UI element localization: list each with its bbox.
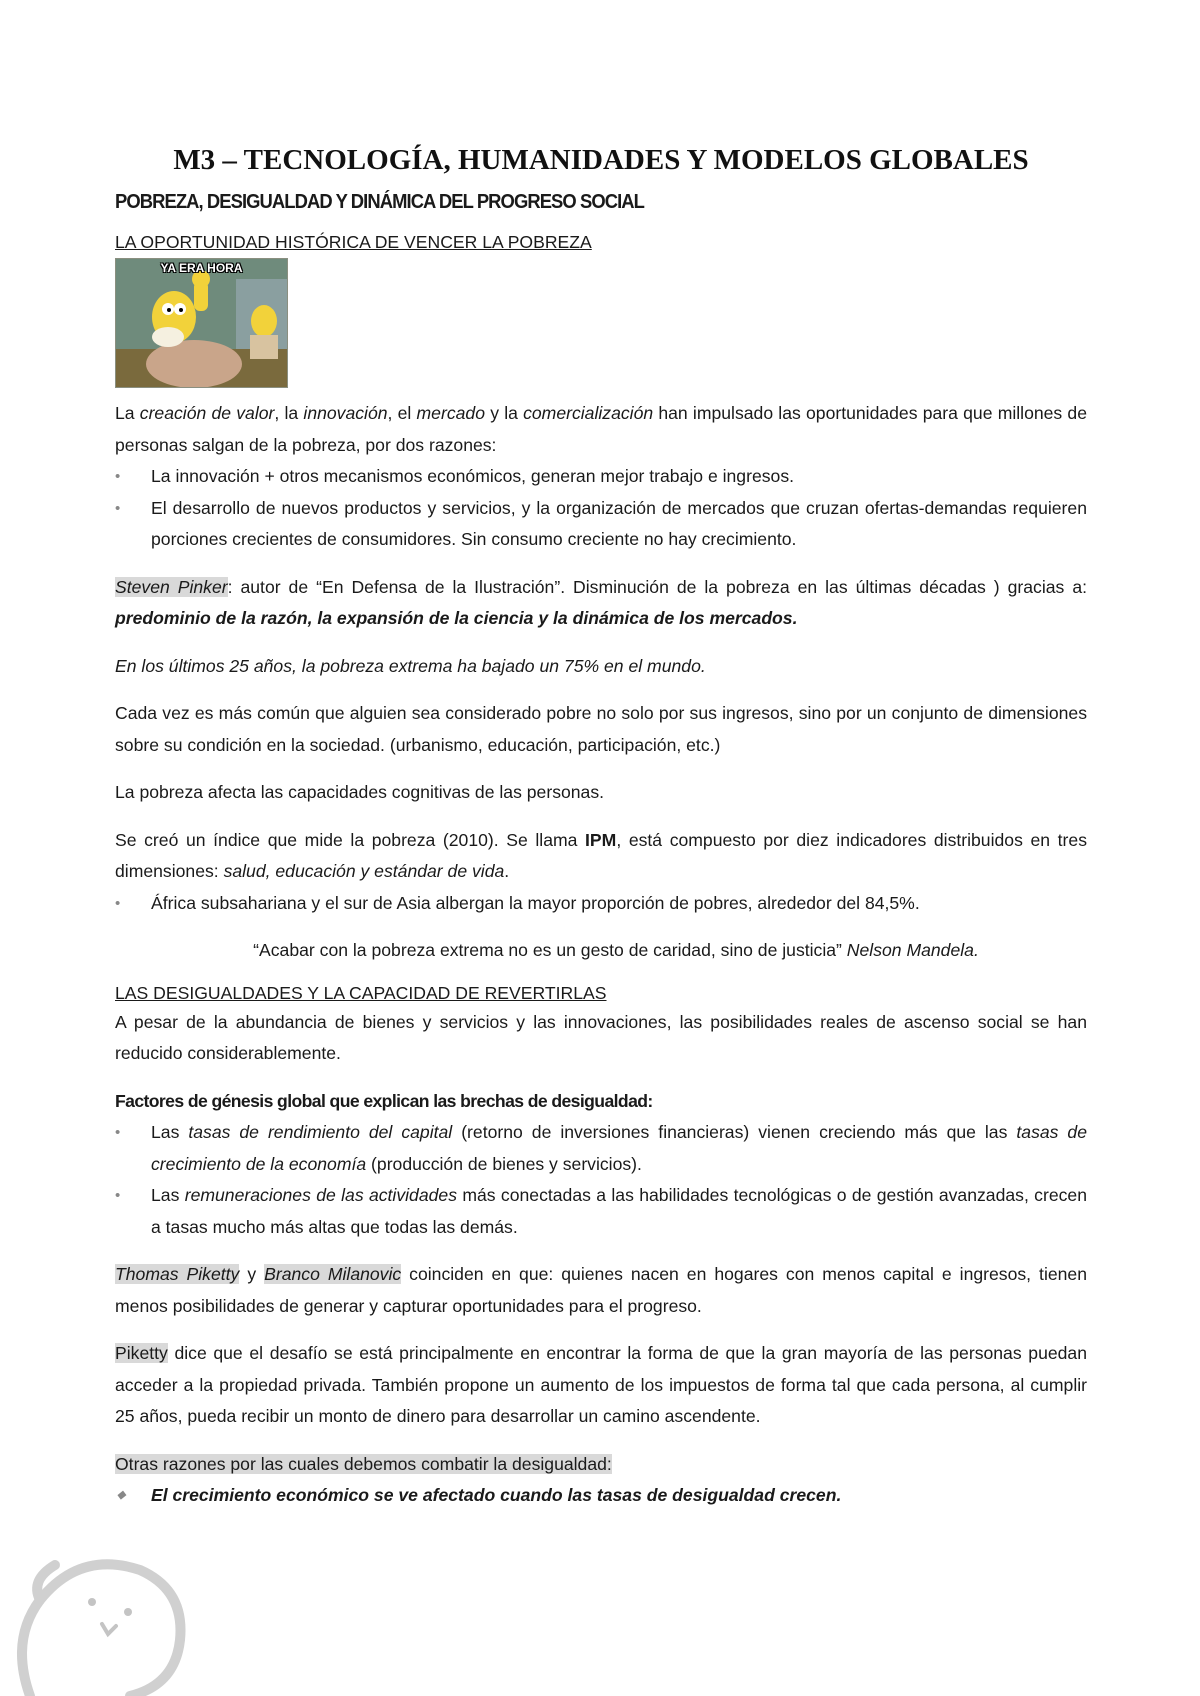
meme-caption: YA ERA HORA (160, 261, 243, 275)
meme-illustration (116, 259, 287, 387)
paragraph-dimensions: Cada vez es más común que alguien sea considerado pobre no solo por sus ingresos, sino por un conjunto de dimensiones sobre su condición en la sociedad. (urbanismo, educación, participación, etc.) (115, 703, 1087, 755)
highlight-name: Thomas Piketty (115, 1264, 240, 1284)
document-content (115, 140, 1087, 1528)
paragraph-other-reasons: Otras razones por las cuales debemos combatir la desigualdad: (115, 1453, 612, 1474)
paragraph-pinker: Steven Pinker: autor de “En Defensa de la Ilustración”. Disminución de la pobreza en las últimas décadas ) gracias a: predominio de la razón, la expansión de la ciencia y la dinámica de los mercados. (115, 576, 1087, 628)
bullet-list-africa (115, 888, 1087, 920)
list-item: ◆ El crecimiento económico se ve afectado cuando las tasas de desigualdad crecen. (115, 1480, 1087, 1512)
list-item: • Las tasas de rendimiento del capital (retorno de inversiones financieras) vienen creciendo más que las tasas de crecimiento de la economía (producción de bienes y servicios). (115, 1117, 1087, 1180)
factors-heading: Factores de génesis global que explican las brechas de desigualdad: (115, 1090, 653, 1111)
subsection-heading-poverty: LA OPORTUNIDAD HISTÓRICA DE VENCER LA POBREZA (115, 232, 592, 252)
paragraph-cognitive: La pobreza afecta las capacidades cognitivas de las personas. (115, 782, 605, 802)
paragraph-ipm: Se creó un índice que mide la pobreza (2010). Se llama IPM, está compuesto por diez indicadores distribuidos en tres dimensiones: salud, educación y estándar de vida. (115, 829, 1087, 881)
list-item: • África subsahariana y el sur de Asia albergan la mayor proporción de pobres, alrededor del 84,5%. (115, 888, 1087, 920)
list-item: • La innovación + otros mecanismos económicos, generan mejor trabajo e ingresos. (115, 461, 1087, 493)
highlight-name: Branco Milanovic (264, 1264, 402, 1284)
paragraph-extreme-poverty: En los últimos 25 años, la pobreza extrema ha bajado un 75% en el mundo. (115, 655, 706, 676)
list-item: • Las remuneraciones de las actividades más conectadas a las habilidades tecnológicas o de gestión avanzadas, crecen a tasas mucho más altas que todas las demás. (115, 1180, 1087, 1243)
subsection-heading-inequality: LAS DESIGUALDADES Y LA CAPACIDAD DE REVERTIRLAS (115, 982, 607, 1003)
list-item: • El desarrollo de nuevos productos y servicios, y la organización de mercados que cruzan ofertas-demandas requieren porciones crecientes de consumidores. Sin consumo creciente no hay crecimiento. (115, 493, 1087, 556)
document-title: M3 – TECNOLOGÍA, HUMANIDADES Y MODELOS GLOBALES (173, 144, 1029, 176)
highlight-name: Piketty (115, 1343, 168, 1363)
paragraph-piketty-proposal: Piketty dice que el desafío se está principalmente en encontrar la forma de que la gran mayoría de las personas puedan acceder a la propiedad privada. También propone un aumento de los impuestos de forma tal que cada persona, al cumplir 25 años, pueda recibir un monto de dinero para desarrollar un camino ascendente. (115, 1343, 1087, 1426)
paragraph-value-creation: La creación de valor, la innovación, el mercado y la comercialización han impulsado las oportunidades para que millones de personas salgan de la pobreza, por dos razones: (115, 403, 1088, 455)
paragraph-abundance: A pesar de la abundancia de bienes y servicios y las innovaciones, las posibilidades reales de ascenso social se han reducido considerablemente. (115, 1011, 1087, 1063)
highlight-name: Steven Pinker (115, 576, 228, 597)
quote-mandela: “Acabar con la pobreza extrema no es un gesto de caridad, sino de justicia” Nelson Mandela. (253, 940, 979, 960)
section-title: POBREZA, DESIGUALDAD Y DINÁMICA DEL PROGRESO SOCIAL (115, 191, 644, 213)
paragraph-piketty-milanovic: Thomas Piketty y Branco Milanovic coinciden en que: quienes nacen en hogares con menos capital e ingresos, tienen menos posibilidades de generar y capturar oportunidades para el progreso. (115, 1264, 1087, 1316)
meme-image (115, 258, 288, 388)
bullet-list-other-reasons (115, 1480, 1087, 1512)
bullet-list-reasons (115, 461, 1087, 556)
mascot-doodle-icon (0, 1520, 200, 1696)
bullet-list-factors (115, 1117, 1087, 1243)
